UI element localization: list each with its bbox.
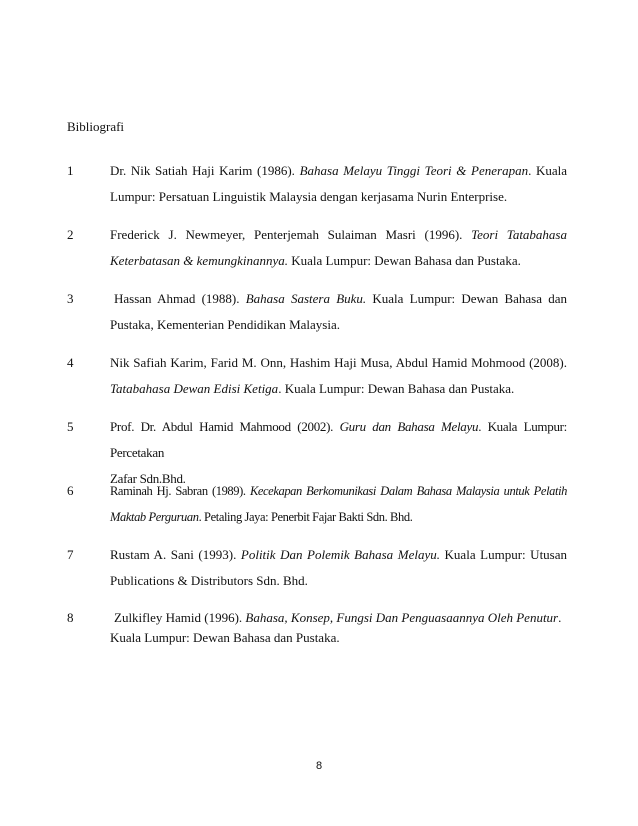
entry-line-2: Maktab Perguruan. Petaling Jaya: Penerbit Fajar Bakti Sdn. Bhd. (110, 510, 413, 524)
entry-number: 3 (67, 291, 74, 306)
entry-line-1: Dr. Nik Satiah Haji Karim (1986). Bahasa Melayu Tinggi Teori & Penerapan. Kuala (110, 163, 568, 178)
entry-line-1: Nik Safiah Karim, Farid M. Onn, Hashim Haji Musa, Abdul Hamid Mohmood (2008). (110, 355, 567, 370)
entry-line-2: Kuala Lumpur: Dewan Bahasa dan Pustaka. (110, 630, 340, 645)
entry-text (110, 286, 567, 338)
entry-text (110, 158, 567, 210)
entry-line-1: Hassan Ahmad (1988). Bahasa Sastera Buku. Kuala Lumpur: Dewan Bahasa dan (114, 291, 567, 306)
entry-text (110, 222, 567, 274)
entry-line-1: Zulkifley Hamid (1996). Bahasa, Konsep, Fungsi Dan Penguasaannya Oleh Penutur. (114, 610, 562, 625)
entry-text (110, 542, 567, 594)
entry-line-1: Rustam A. Sani (1993). Politik Dan Polemik Bahasa Melayu. Kuala Lumpur: Utusan (110, 547, 568, 562)
entry-number: 4 (67, 355, 74, 370)
page-number: 8 (315, 760, 323, 772)
entry-number: 5 (67, 419, 74, 434)
entry-line-2: Zafar Sdn.Bhd. (110, 471, 186, 486)
entry-text (110, 478, 567, 530)
entry-line-2: Publications & Distributors Sdn. Bhd. (110, 573, 308, 588)
entry-line-1: Frederick J. Newmeyer, Penterjemah Sulaiman Masri (1996). Teori Tatabahasa (110, 227, 567, 242)
bibliography-heading: Bibliografi (67, 119, 125, 134)
entry-line-1: Prof. Dr. Abdul Hamid Mahmood (2002). Guru dan Bahasa Melayu. Kuala Lumpur: Percetakan (110, 419, 567, 460)
entry-number: 2 (67, 227, 74, 242)
entry-line-1: Raminah Hj. Sabran (1989). Kecekapan Berkomunikasi Dalam Bahasa Malaysia untuk Pelatih (110, 484, 567, 498)
entry-text (110, 350, 567, 402)
entry-number: 7 (67, 547, 74, 562)
entry-line-2: Tatabahasa Dewan Edisi Ketiga. Kuala Lumpur: Dewan Bahasa dan Pustaka. (110, 381, 515, 396)
entry-line-2: Lumpur: Persatuan Linguistik Malaysia dengan kerjasama Nurin Enterprise. (110, 189, 508, 204)
entry-number: 8 (67, 610, 74, 625)
entry-line-2: Keterbatasan & kemungkinannya. Kuala Lumpur: Dewan Bahasa dan Pustaka. (110, 253, 521, 268)
entry-number: 1 (67, 163, 74, 178)
entry-number: 6 (67, 483, 74, 498)
entry-text (110, 608, 567, 648)
entry-line-2: Pustaka, Kementerian Pendidikan Malaysia. (110, 317, 340, 332)
